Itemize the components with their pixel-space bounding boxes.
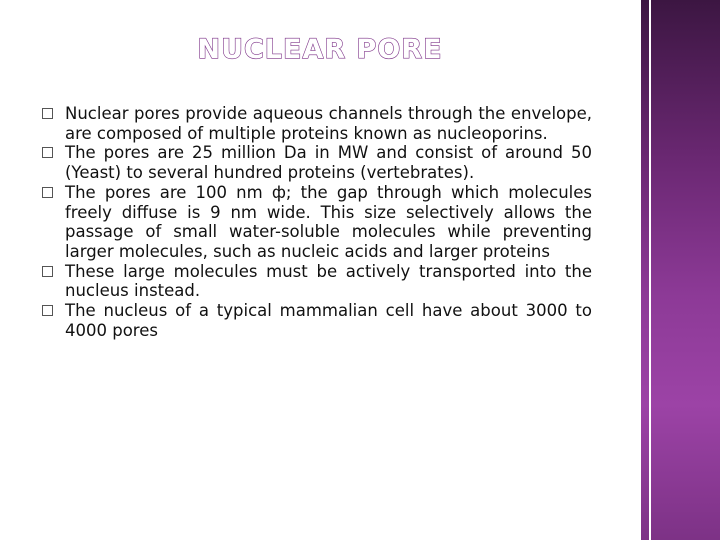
bullet-list [42, 104, 592, 340]
square-bullet-icon [42, 305, 53, 316]
bullet-item [42, 104, 592, 143]
square-bullet-icon [42, 266, 53, 277]
bullet-text: These large molecules must be actively transported into the nucleus instead. [65, 261, 592, 301]
slide-title: NUCLEAR PORE [197, 34, 443, 65]
square-bullet-icon [42, 147, 53, 158]
bullet-text: The nucleus of a typical mammalian cell have about 3000 to 4000 pores [65, 301, 592, 340]
bullet-text: The pores are 25 million Da in MW and consist of around 50 (Yeast) to several hundred proteins (vertebrates). [65, 143, 592, 183]
bullet-text: The pores are 100 nm ф; the gap through which molecules freely diffuse is 9 nm wide. This size selectively allows the passage of small water-soluble molecules while preventing larger molecules, such as nucleic acids and larger proteins [65, 182, 592, 261]
bullet-item [42, 143, 592, 182]
bullet-item [42, 301, 592, 340]
bullet-text: Nuclear pores provide aqueous channels through the envelope, are composed of multiple proteins known as nucleoporins. [65, 104, 592, 143]
decorative-side-panel [641, 0, 720, 540]
bullet-item [42, 183, 592, 262]
square-bullet-icon [42, 108, 53, 119]
decorative-divider-line [649, 0, 651, 540]
square-bullet-icon [42, 187, 53, 198]
bullet-item [42, 262, 592, 301]
